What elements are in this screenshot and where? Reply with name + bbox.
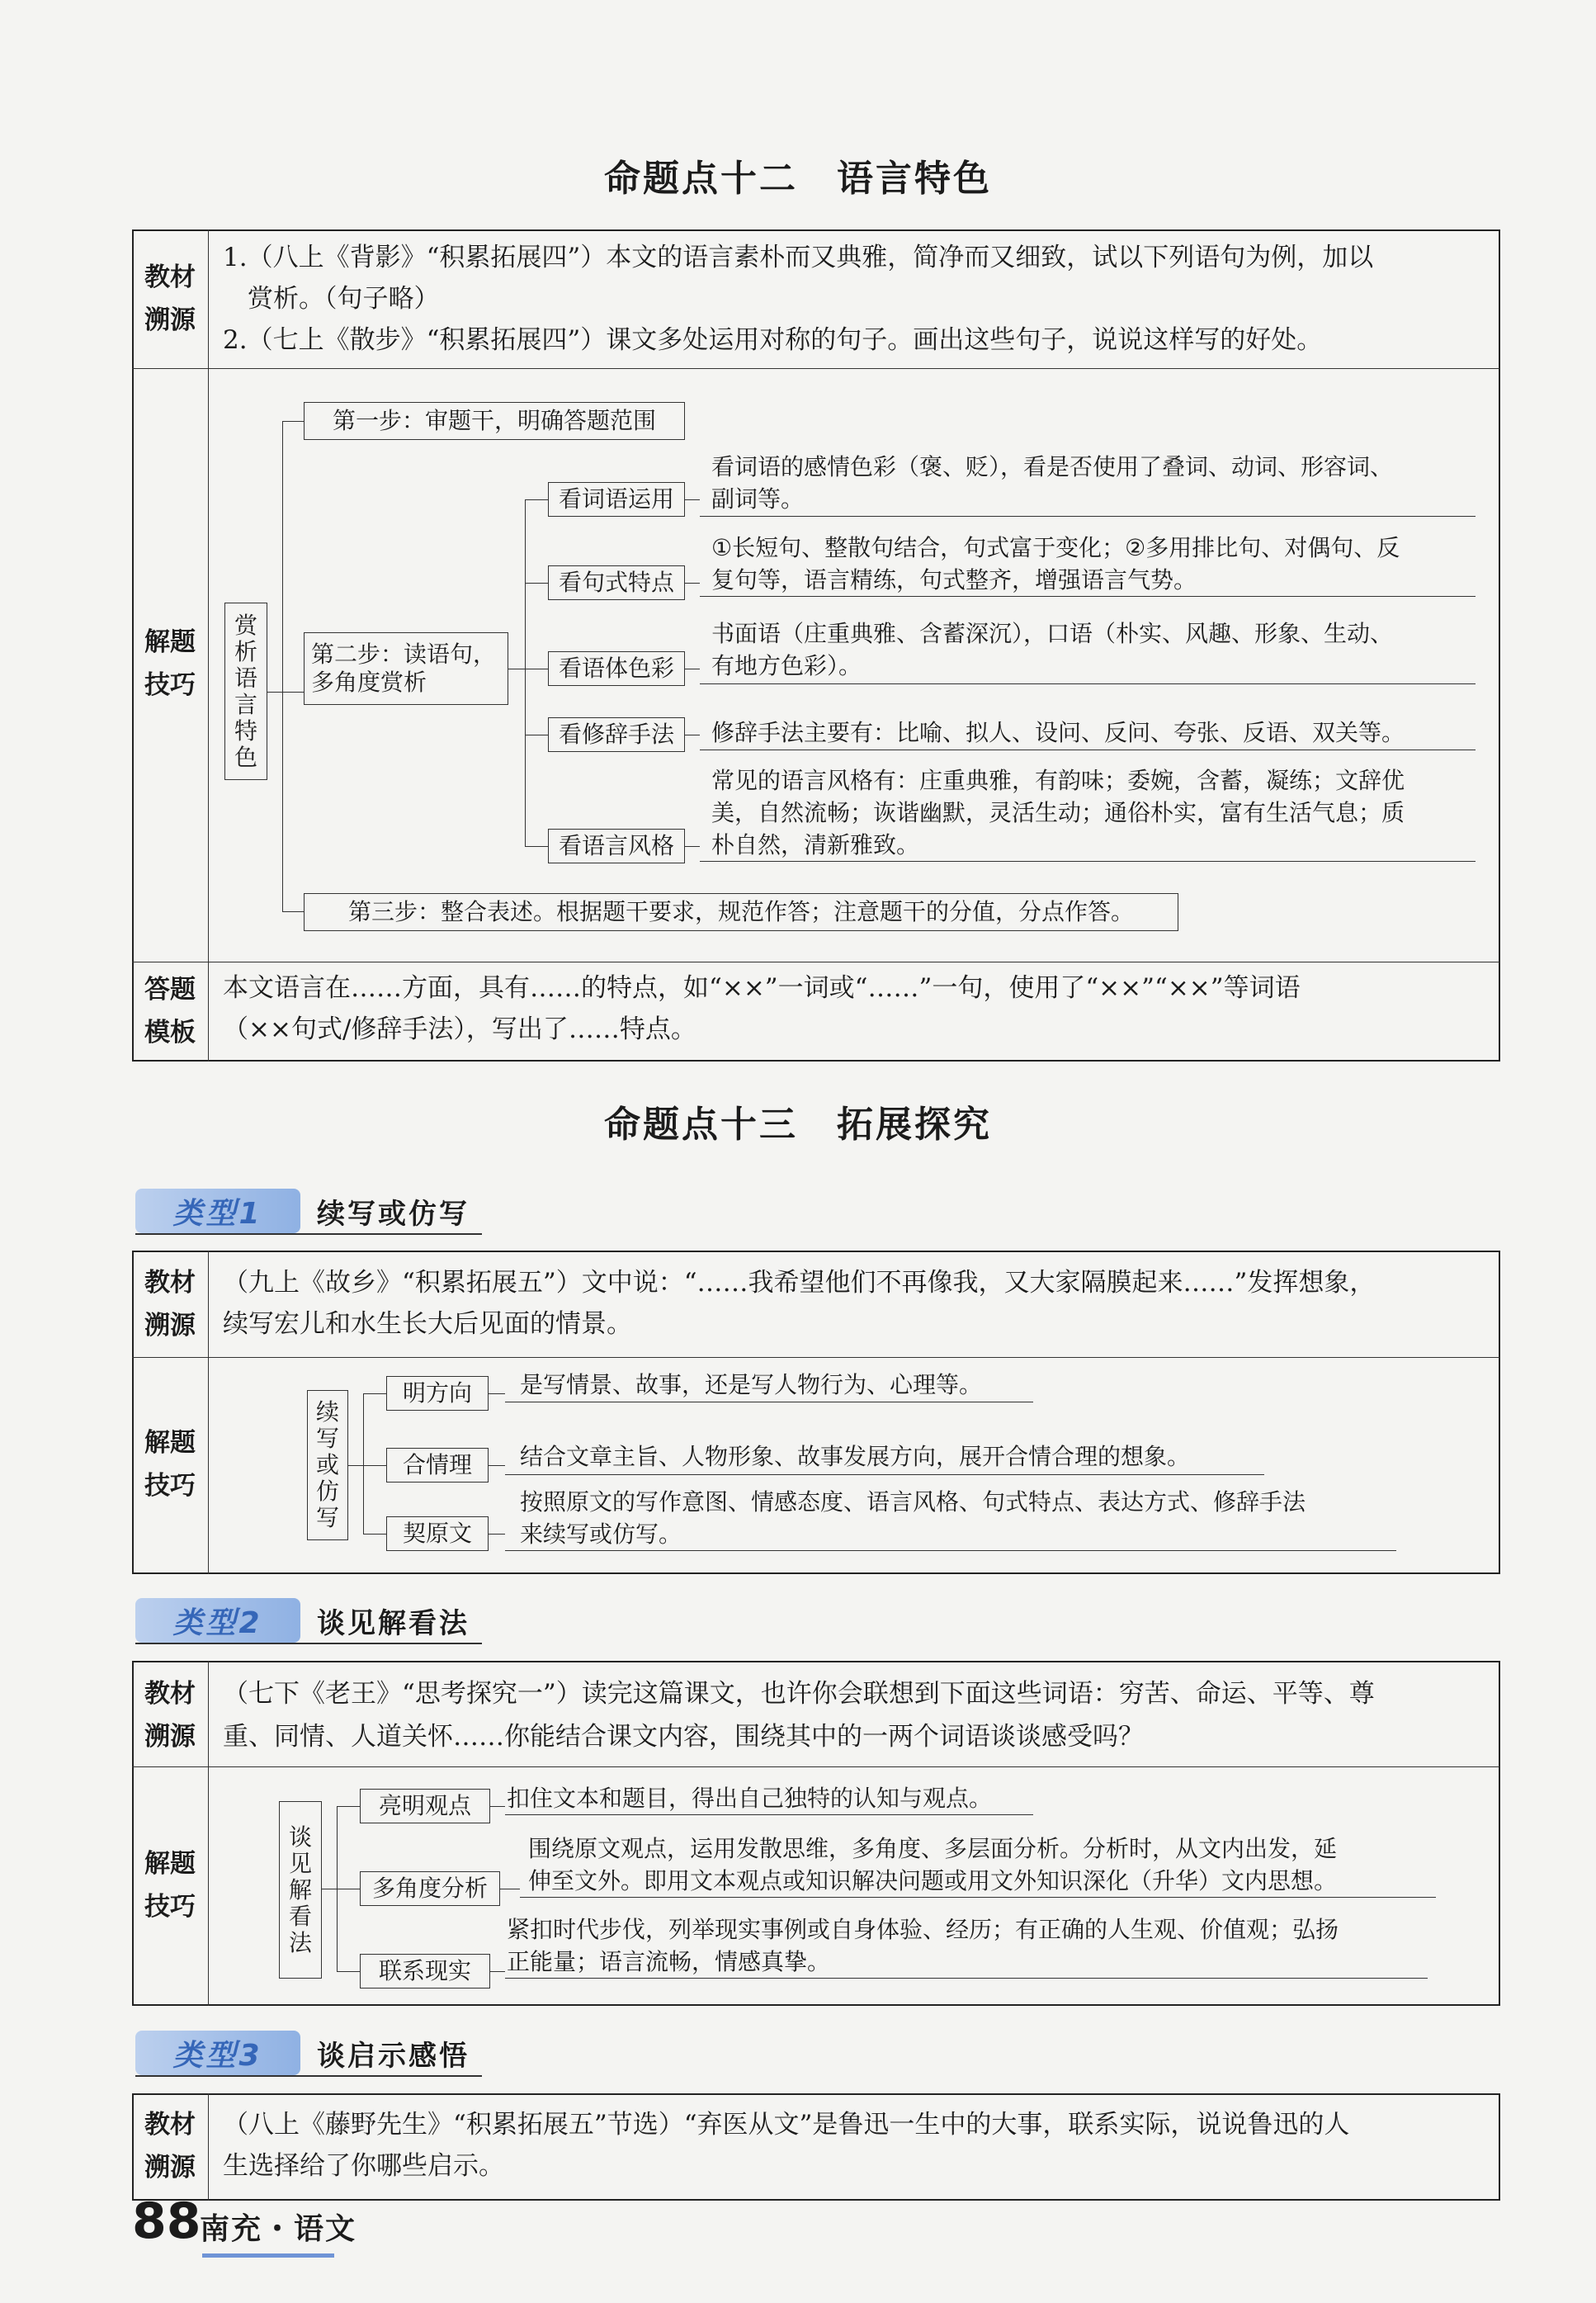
book-title: 南充・语文 [200, 2212, 357, 2246]
source-line-3: 2.（七上《散步》“积累拓展四”）课文多处运用对称的句子。画出这些句子，说说这样写的好处。 [223, 325, 1323, 355]
skill-label: 解题技巧 [144, 627, 196, 700]
branch-5-desc-3: 朴自然，清新雅致。 [711, 831, 920, 858]
type-3-source-1: （八上《藤野先生》“积累拓展五”节选）“弃医从文”是鲁迅一生中的大事，联系实际，说说鲁迅的人 [223, 2110, 1350, 2140]
type-2-item-3-desc-1: 紧扣时代步伐，列举现实事例或自身体验、经历；有正确的人生观、价值观；弘扬 [507, 1916, 1339, 1943]
type-2-item-2-desc-1: 围绕原文观点，运用发散思维，多角度、多层面分析。分析时，从文内出发，延 [528, 1835, 1338, 1862]
branch-1-desc-1: 看词语的感情色彩（褒、贬），看是否使用了叠词、动词、形容词、 [711, 453, 1394, 480]
type-2-tag: 类型2 [135, 1598, 300, 1643]
type-2-source-label: 教材溯源 [144, 1679, 196, 1752]
source-label: 教材溯源 [144, 262, 196, 335]
template-line-1: 本文语言在……方面，具有……的特点，如“××”一词或“……”一句，使用了“××”“××”等词语 [223, 973, 1301, 1003]
step-3: 第三步：整合表述。根据题干要求，规范作答；注意题干的分值，分点作答。 [304, 893, 1178, 931]
type-1-item-3-desc-2: 来续写或仿写。 [520, 1520, 682, 1548]
type-1-item-reasonable: 合情理 [386, 1448, 489, 1483]
source-line-2: 赏析。（句子略） [248, 284, 440, 314]
branch-2-desc-2: 复句等，语言精练，句式整齐，增强语言气势。 [711, 566, 1197, 593]
section-13-title: 命题点十三 拓展探究 [604, 1104, 992, 1146]
branch-2-desc-1: ①长短句、整散句结合，句式富于变化；②多用排比句、对偶句、反 [711, 534, 1400, 561]
branch-1-desc-2: 副词等。 [711, 485, 805, 513]
type-2-root: 谈见解看法 [279, 1801, 322, 1979]
type-1-title: 续写或仿写 [317, 1197, 470, 1231]
type-2-source-1: （七下《老王》“思考探究一”）读完这篇课文，也许你会联想到下面这些词语：穷苦、命运、平等、尊 [223, 1679, 1375, 1709]
template-line-2: （××句式/修辞手法），写出了……特点。 [223, 1014, 696, 1044]
mindmap-root: 赏析语言特色 [224, 603, 267, 780]
type-2-item-2-desc-2: 伸至文外。即用文本观点或知识解决问题或用文外知识深化（升华）文内思想。 [528, 1867, 1338, 1894]
type-1-source-2: 续写宏儿和水生长大后见面的情景。 [223, 1309, 632, 1339]
branch-register: 看语体色彩 [548, 651, 685, 686]
type-3-tag: 类型3 [135, 2031, 300, 2075]
type-2-item-1-desc: 扣住文本和题目，得出自己独特的认知与观点。 [507, 1785, 993, 1812]
branch-3-desc-1: 书面语（庄重典雅、含蓄深沉），口语（朴实、风趣、形象、生动、 [711, 620, 1394, 647]
branch-rhetoric: 看修辞手法 [548, 717, 685, 752]
branch-3-desc-2: 有地方色彩）。 [711, 652, 862, 679]
type-3-source-label: 教材溯源 [144, 2110, 196, 2182]
type-3-badge [135, 2031, 470, 2075]
source-line-1: 1.（八上《背影》“积累拓展四”）本文的语言素朴而又典雅，简净而又细致，试以下列语句为例，加以 [223, 243, 1374, 272]
type-2-item-3-desc-2: 正能量；语言流畅，情感真挚。 [507, 1948, 831, 1975]
type-1-item-direction: 明方向 [386, 1376, 489, 1411]
type-2-badge [135, 1598, 470, 1643]
type-1-item-1-desc: 是写情景、故事，还是写人物行为、心理等。 [520, 1371, 983, 1398]
step-2: 第二步：读语句， 多角度赏析 [304, 632, 508, 705]
page-number: 88 [132, 2192, 201, 2250]
type-1-item-2-desc: 结合文章主旨、人物形象、故事发展方向，展开合情合理的想象。 [520, 1443, 1191, 1470]
type-2-source-2: 重、同情、人道关怀……你能结合课文内容，围绕其中的一两个词语谈谈感受吗？ [223, 1722, 1144, 1752]
type-2-title: 谈见解看法 [317, 1606, 470, 1640]
type-1-item-fit-original: 契原文 [386, 1516, 489, 1551]
branch-style: 看语言风格 [548, 829, 685, 863]
type-1-tag: 类型1 [135, 1189, 300, 1233]
branch-4-desc-1: 修辞手法主要有：比喻、拟人、设问、反问、夸张、反语、双关等。 [711, 719, 1405, 746]
type-2-item-multi-angle: 多角度分析 [360, 1871, 500, 1906]
footer-accent-bar [202, 2253, 334, 2258]
type-2-skill-label: 解题技巧 [144, 1849, 196, 1922]
type-1-source-1: （九上《故乡》“积累拓展五”）文中说：“……我希望他们不再像我，又大家隔膜起来……”发挥想象， [223, 1268, 1376, 1298]
branch-word-usage: 看词语运用 [548, 482, 685, 517]
branch-sentence-pattern: 看句式特点 [548, 565, 685, 600]
type-1-item-3-desc-1: 按照原文的写作意图、情感态度、语言风格、句式特点、表达方式、修辞手法 [520, 1488, 1306, 1516]
type-1-badge [135, 1189, 470, 1233]
branch-5-desc-1: 常见的语言风格有：庄重典雅，有韵味；委婉，含蓄，凝练；文辞优 [711, 767, 1405, 794]
type-1-skill-label: 解题技巧 [144, 1428, 196, 1501]
type-3-source-2: 生选择给了你哪些启示。 [223, 2151, 504, 2181]
type-1-source-label: 教材溯源 [144, 1268, 196, 1341]
type-1-root: 续写或仿写 [307, 1390, 348, 1540]
step-1: 第一步：审题干，明确答题范围 [304, 402, 685, 440]
section-12-title: 命题点十二 语言特色 [604, 158, 992, 200]
type-3-title: 谈启示感悟 [317, 2039, 470, 2073]
template-label: 答题模板 [144, 975, 196, 1047]
branch-5-desc-2: 美，自然流畅；诙谐幽默，灵活生动；通俗朴实，富有生活气息；质 [711, 799, 1405, 826]
type-2-item-reality: 联系现实 [360, 1954, 490, 1989]
type-2-item-state-view: 亮明观点 [360, 1789, 490, 1823]
